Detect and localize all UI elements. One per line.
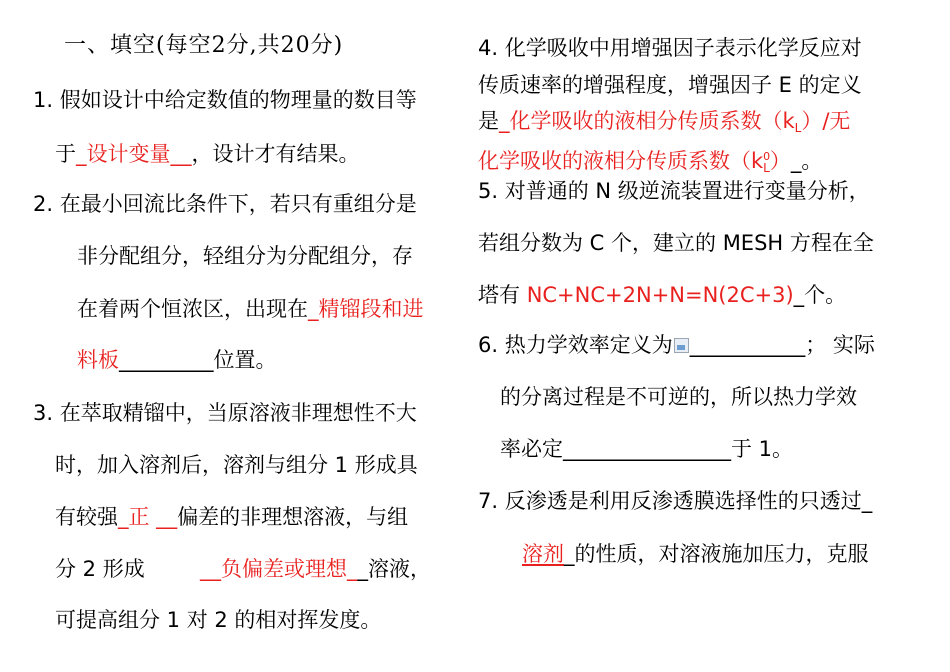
q3-line2: 时，加入溶剂后，溶剂与组分 1 形成具	[55, 453, 418, 477]
q5-line2: 若组分数为 C 个，建立的 MESH 方程在全	[478, 231, 874, 255]
q6-blank2: ________________	[563, 437, 731, 461]
section-title: 一、填空(每空2分,共20分)	[64, 33, 344, 58]
broken-image-icon	[674, 338, 689, 353]
q6-line2: 的分离过程是不可逆的，所以热力学效	[500, 385, 857, 409]
q6-line3-pre: 率必定	[500, 437, 563, 461]
q3-line4-post: _溶液，	[357, 557, 431, 581]
q6-line1	[478, 331, 875, 359]
q2-blank: _________	[119, 348, 214, 372]
q2-line4	[77, 346, 277, 374]
q4-line2: 传质速率的增强程度，增强因子 E 的定义	[478, 73, 862, 97]
q3-line5: 可提高组分 1 对 2 的相对挥发度。	[55, 608, 382, 632]
q1-line2	[55, 140, 360, 168]
q2-line3	[77, 295, 424, 323]
q6-line1-pre: 6. 热力学效率定义为	[478, 333, 673, 357]
q1-line2-post: ，设计才有结果。	[191, 142, 360, 166]
q4-answer-a: _化学吸收的液相分传质系数$(k_L)/$无	[499, 109, 851, 135]
q5-line1: 5. 对普通的 N 级逆流装置进行变量分析，	[478, 179, 870, 203]
q4-line3	[478, 107, 850, 142]
q3-line3	[55, 503, 408, 531]
q4-line1: 4. 化学吸收中用增强因子表示化学反应对	[478, 36, 862, 60]
q1-line2-pre: 于	[55, 142, 76, 166]
q6-line1-post: ； 实际	[805, 333, 875, 357]
q3-line3-pre: 有较强	[55, 505, 118, 529]
q1-line1: 1. 假如设计中给定数值的物理量的数目等	[33, 88, 417, 112]
q7-line2-post: _的性质，对溶液施加压力，克服	[564, 542, 869, 566]
q2-line1: 2. 在最小回流比条件下，若只有重组分是	[33, 192, 417, 216]
q7-line1: 7. 反渗透是利用反渗透膜选择性的只透过_	[478, 489, 873, 513]
q5-line3-pre: 塔有	[478, 283, 527, 307]
q2-answer-a: _精镏段和进	[308, 297, 424, 321]
q3-answer2: __负偏差或理想_	[200, 557, 358, 581]
q2-line2: 非分配组分，轻组分为分配组分，存	[77, 244, 413, 268]
q2-line4-post: 位置。	[213, 348, 277, 372]
q7-answer: 溶剂	[522, 542, 564, 566]
q4-line4-post: _。	[790, 149, 823, 173]
q3-line4-pre: 分 2 形成	[55, 557, 145, 581]
q6-line3	[500, 435, 793, 463]
q6-blank1: ___________	[689, 333, 806, 357]
q3-line1: 3. 在萃取精镏中，当原溶液非理想性不大	[33, 401, 417, 425]
q4-answer-b: 化学吸收的液相分传质系数$(k^0_L)$	[478, 149, 791, 175]
q5-line3	[478, 281, 846, 309]
q2-line3-pre: 在着两个恒浓区，出现在	[77, 297, 308, 321]
q7-line2	[522, 540, 869, 568]
q3-line4	[55, 555, 431, 583]
q1-answer: _设计变量__	[76, 142, 192, 166]
q3-line3-post: 偏差的非理想溶液，与组	[177, 505, 409, 529]
q4-line3-pre: 是	[478, 109, 499, 133]
q6-line3-post: 于 1。	[731, 437, 794, 461]
q2-answer-b: 料板	[77, 348, 119, 372]
q5-line3-post: _个。	[793, 283, 847, 307]
q3-answer1: _正 __	[118, 505, 178, 529]
q5-answer: NC+NC+2N+N=N(2C+3)	[526, 283, 794, 307]
